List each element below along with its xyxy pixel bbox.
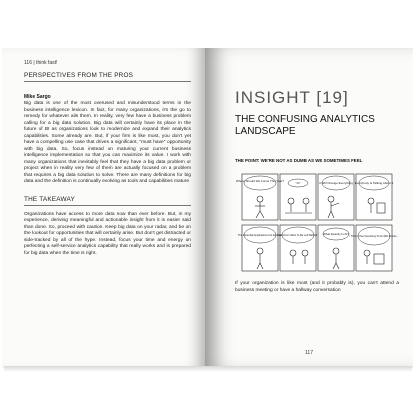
page-shadow <box>4 366 412 372</box>
bubble-4: Everybody Is Talking About It <box>354 181 394 185</box>
right-page <box>205 48 413 368</box>
author-name: Mike Sargo <box>24 94 51 100</box>
bubble-7: What Exactly Is AI? <box>323 232 349 236</box>
bubble-6: We Don't Want To Be Left Behind <box>278 234 318 237</box>
bubble-5: The Potential Applications Are Endless <box>237 234 283 237</box>
left-page <box>2 48 205 368</box>
insight-label: INSIGHT [19] <box>235 88 349 107</box>
page-number: 117 <box>305 350 313 356</box>
bubble-3: It Will Change Everything <box>319 181 353 185</box>
running-head: 116 | think fast! <box>24 60 58 66</box>
bubble-8: I Think It Has Something To Do With Robots... <box>349 235 399 238</box>
takeaway-heading: THE TAKEAWAY <box>24 196 191 206</box>
takeaway-paragraph: Organizations have access to more data now than ever before. But, in my experience, deriving meaningful and actionable insight from it is easier said than done. So, proceed with caution. Keep big data on your radar, and be on the lookout for opportunities that will certainly arise. But don't get distracted or side-tracked by all of the hype. Instead, focus your time and energy on perfecting a self-service analytics capability that really works and is prepared for big data when the time is right. <box>24 211 191 256</box>
section-heading: PERSPECTIVES FROM THE PROS <box>24 72 191 82</box>
body-paragraph: Big data is one of the most overused and misunderstood terms in the business intelligence lexicon. In fact, for many organizations, it's the go to remedy for whatever ails them. In reality, very few have a business problem calling for a big data solution. Big data will certainly have its place in the future of BI as organizations look to modernize and expand their analytics capabilities. Some already are. But, if your firm is like most, you don't yet have a compelling use case that drives a significant, "must have" opportunity with big data. So, focus instead on maturing your current business intelligence implementation so that you can maximize its value. I work with many organizations that inevitably feel that they have a big data problem or project when in reality very few of them are actually focused on a problem that requires a big data solution to solve. There are many definitions for big data and the definition is continually evolving as tools and capabilities mature <box>24 101 191 184</box>
bubble-2: "AI" <box>295 181 301 185</box>
point-statement: THE POINT: WE'RE NOT AS DUMB AS WE SOMETIMES FEEL <box>235 158 363 163</box>
right-paragraph: If your organization is like most (and it probably is), you can't attend a business meeting or have a hallway conversation <box>235 281 399 293</box>
chapter-subtitle: THE CONFUSING ANALYTICS LANDSCAPE <box>235 114 375 137</box>
bubble-1: Where Should We Focus This Year? <box>235 179 285 183</box>
comic-strip <box>235 173 399 273</box>
